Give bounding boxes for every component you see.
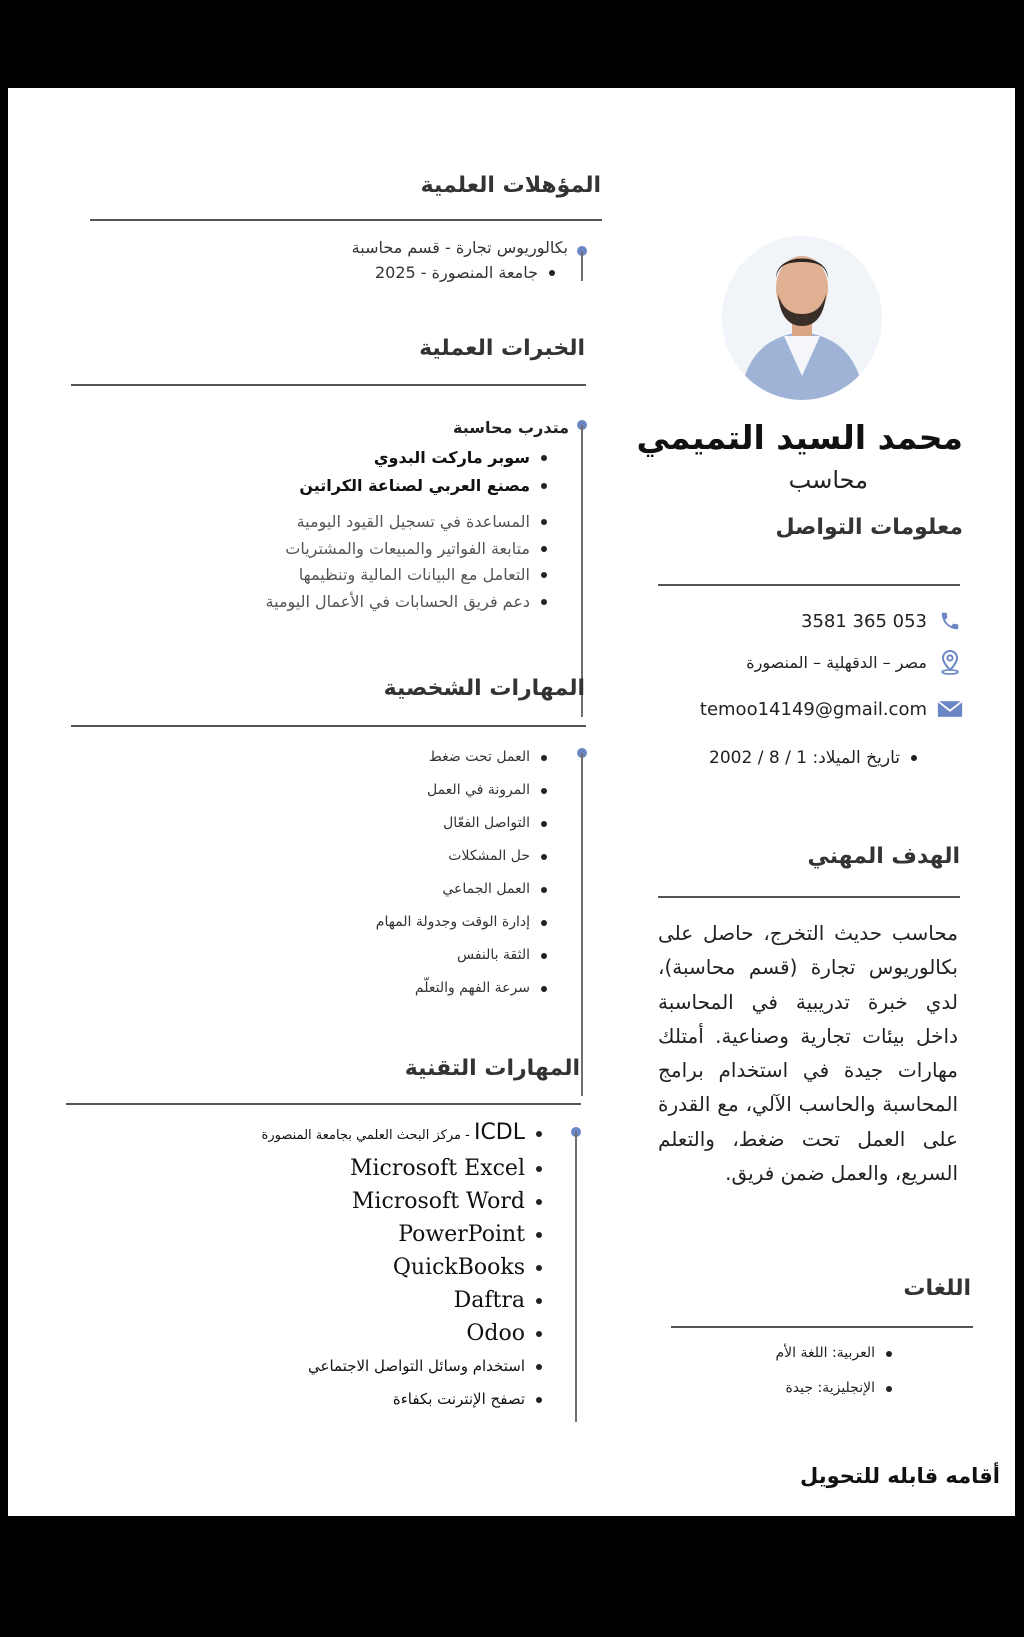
- tech-skills-divider: [66, 1103, 581, 1105]
- timeline-line: [581, 753, 583, 1096]
- skill-item: الثقة بالنفس: [376, 939, 550, 972]
- languages-divider: [671, 1326, 973, 1328]
- task-item: التعامل مع البيانات المالية وتنظيمها: [266, 562, 550, 589]
- phone-icon: [937, 608, 963, 634]
- phone-number: 053 365 3581: [801, 610, 927, 632]
- skill-item: العمل تحت ضغط: [376, 741, 550, 774]
- education-list: [375, 263, 558, 282]
- skill-item: حل المشكلات: [376, 840, 550, 873]
- contact-email: [700, 696, 963, 722]
- experience-role: متدرب محاسبة: [453, 418, 569, 437]
- timeline-line: [581, 425, 583, 717]
- contact-location: [746, 649, 963, 675]
- soft-skills-divider: [71, 725, 586, 727]
- task-item: المساعدة في تسجيل القيود اليومية: [266, 509, 550, 536]
- location-pin-icon: [937, 649, 963, 675]
- contact-divider: [658, 584, 960, 586]
- tech-skills-list: [262, 1116, 545, 1416]
- candidate-name: محمد السيد التميمي: [636, 418, 963, 457]
- company-item: سوبر ماركت البدوي: [299, 444, 550, 472]
- software-item: Daftra: [262, 1284, 545, 1317]
- experience-tasks: [266, 509, 550, 615]
- person-portrait-icon: [722, 236, 882, 400]
- objective-section-title: الهدف المهني: [807, 844, 960, 869]
- timeline-line: [575, 1132, 577, 1422]
- languages-section-title: اللغات: [903, 1276, 971, 1301]
- education-section-title: المؤهلات العلمية: [420, 173, 601, 198]
- tech-skills-section-title: المهارات التقنية: [404, 1056, 580, 1081]
- objective-text: محاسب حديث التخرج، حاصل على بكالوريوس تجارة (قسم محاسبة)، لدي خبرة تدريبية في المحاسبة داخل بيئات تجارية وصناعية. أمتلك مهارات جيدة في استخدام برامج المحاسبة والحاسب الآلي، مع القدرة على العمل تحت ضغط، والتعلم السريع، والعمل ضمن فريق.: [658, 921, 958, 1186]
- residence-note: أقامه قابله للتحويل: [800, 1464, 1000, 1488]
- task-item: دعم فريق الحسابات في الأعمال اليومية: [266, 589, 550, 616]
- company-item: مصنع العربي لصناعة الكراتين: [299, 472, 550, 500]
- icdl-note: - مركز البحث العلمي بجامعة المنصورة: [261, 1128, 474, 1143]
- icdl-name: ICDL: [473, 1120, 525, 1145]
- experience-divider: [71, 384, 586, 386]
- software-item: QuickBooks: [262, 1251, 545, 1284]
- soft-skills-section-title: المهارات الشخصية: [383, 676, 585, 701]
- education-divider: [90, 219, 602, 221]
- software-item: Microsoft Word: [262, 1185, 545, 1218]
- location-text: مصر – الدقهلية – المنصورة: [746, 652, 927, 672]
- skill-item: العمل الجماعي: [376, 873, 550, 906]
- birth-date: تاريخ الميلاد: 1 / 8 / 2002: [709, 748, 920, 768]
- education-degree: بكالوريوس تجارة - قسم محاسبة: [351, 238, 568, 257]
- resume-page: [8, 88, 1015, 1516]
- envelope-icon: [937, 696, 963, 722]
- languages-list: [776, 1336, 895, 1406]
- software-item: Microsoft Excel: [262, 1152, 545, 1185]
- other-skill-item: تصفح الإنترنت بكفاءة: [262, 1383, 545, 1416]
- birth-date-list: [709, 748, 920, 768]
- software-item: PowerPoint: [262, 1218, 545, 1251]
- objective-divider: [658, 896, 960, 898]
- skill-item: سرعة الفهم والتعلّم: [376, 972, 550, 1005]
- contact-section-title: معلومات التواصل: [775, 515, 963, 540]
- language-item: الإنجليزية: جيدة: [776, 1371, 895, 1406]
- experience-companies: [299, 444, 550, 500]
- software-item: Odoo: [262, 1317, 545, 1350]
- profile-photo: [722, 236, 882, 400]
- skill-item: التواصل الفعّال: [376, 807, 550, 840]
- job-title: محاسب: [788, 466, 868, 494]
- skill-item: إدارة الوقت وجدولة المهام: [376, 906, 550, 939]
- icdl-item: [262, 1116, 545, 1152]
- timeline-line: [581, 251, 583, 281]
- language-item: العربية: اللغة الأم: [776, 1336, 895, 1371]
- email-address[interactable]: temoo14149@gmail.com: [699, 698, 927, 720]
- other-skill-item: استخدام وسائل التواصل الاجتماعي: [262, 1350, 545, 1383]
- skill-item: المرونة في العمل: [376, 774, 550, 807]
- soft-skills-list: [376, 741, 550, 1005]
- contact-phone: [801, 608, 963, 634]
- task-item: متابعة الفواتير والمبيعات والمشتريات: [266, 536, 550, 563]
- experience-section-title: الخبرات العملية: [419, 336, 585, 361]
- education-university: جامعة المنصورة - 2025: [375, 263, 558, 282]
